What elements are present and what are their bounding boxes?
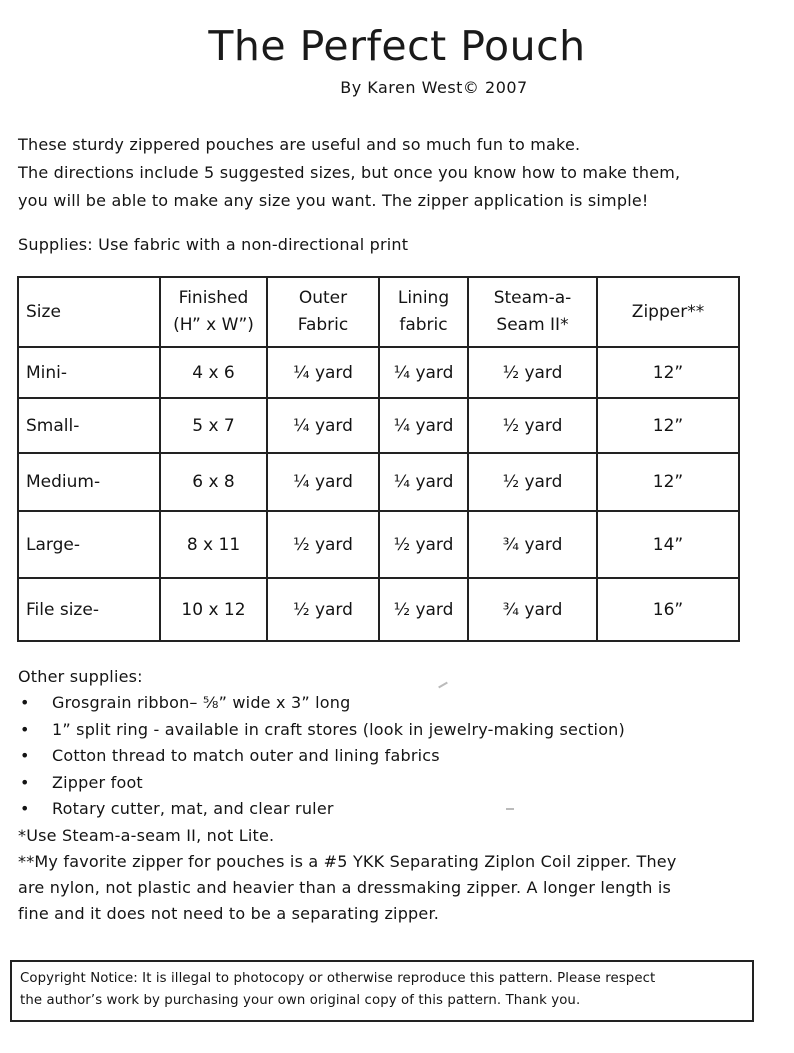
cell-finished: 4 x 6 xyxy=(160,347,267,398)
copyright-line: Copyright Notice: It is illegal to photocopy or otherwise reproduce this pattern. Please respect xyxy=(20,971,656,986)
cell-size: Medium- xyxy=(18,453,160,511)
copyright-line: the author’s work by purchasing your own original copy of this pattern. Thank you. xyxy=(20,993,581,1008)
table-row xyxy=(18,398,739,453)
sizes-table xyxy=(17,276,740,642)
list-item: • Zipper foot xyxy=(18,770,788,797)
cell-outer: ½ yard xyxy=(267,578,379,641)
cell-size: File size- xyxy=(18,578,160,641)
table-row xyxy=(18,511,739,578)
cell-finished: 8 x 11 xyxy=(160,511,267,578)
header-size: Size xyxy=(18,277,160,347)
bullet-icon: • xyxy=(20,719,30,739)
header-steam-a-seam: Steam-a- Seam II* xyxy=(468,277,597,347)
footnote-line: are nylon, not plastic and heavier than a dressmaking zipper. A longer length is xyxy=(18,877,672,897)
bullet-icon: • xyxy=(20,772,30,792)
cell-lining: ½ yard xyxy=(379,578,468,641)
intro-paragraph xyxy=(18,131,788,215)
cell-lining: ¼ yard xyxy=(379,453,468,511)
cell-outer: ¼ yard xyxy=(267,398,379,453)
page-title: The Perfect Pouch xyxy=(208,22,586,70)
list-item: • Cotton thread to match outer and lining fabrics xyxy=(18,743,788,770)
list-item: • Grosgrain ribbon– ⅝” wide x 3” long xyxy=(18,690,788,717)
cell-zipper: 14” xyxy=(597,511,739,578)
intro-line: These sturdy zippered pouches are useful and so much fun to make. xyxy=(18,135,581,154)
table-header-row xyxy=(18,277,739,347)
table-row xyxy=(18,347,739,398)
cell-steam: ¾ yard xyxy=(468,511,597,578)
cell-lining: ½ yard xyxy=(379,511,468,578)
cell-steam: ½ yard xyxy=(468,398,597,453)
cell-steam: ¾ yard xyxy=(468,578,597,641)
list-item: • Rotary cutter, mat, and clear ruler xyxy=(18,796,788,823)
header-lining-fabric: Lining fabric xyxy=(379,277,468,347)
header-finished: Finished (H” x W”) xyxy=(160,277,267,347)
footnote-line: *Use Steam-a-seam II, not Lite. xyxy=(18,825,275,845)
intro-line: The directions include 5 suggested sizes, but once you know how to make them, xyxy=(18,163,681,182)
cell-lining: ¼ yard xyxy=(379,347,468,398)
footnote-line: **My favorite zipper for pouches is a #5 YKK Separating Ziplon Coil zipper. They xyxy=(18,851,677,871)
cell-outer: ¼ yard xyxy=(267,453,379,511)
list-item: • 1” split ring - available in craft stores (look in jewelry-making section) xyxy=(18,717,788,744)
other-supplies-list xyxy=(18,690,788,823)
copyright-notice-box xyxy=(10,960,754,1022)
cell-outer: ¼ yard xyxy=(267,347,379,398)
author-byline: By Karen West© 2007 xyxy=(340,78,528,97)
cell-finished: 5 x 7 xyxy=(160,398,267,453)
cell-finished: 10 x 12 xyxy=(160,578,267,641)
bullet-icon: • xyxy=(20,746,30,765)
cell-zipper: 16” xyxy=(597,578,739,641)
cell-steam: ½ yard xyxy=(468,347,597,398)
scan-speck xyxy=(506,808,514,810)
cell-lining: ¼ yard xyxy=(379,398,468,453)
cell-outer: ½ yard xyxy=(267,511,379,578)
header-zipper: Zipper** xyxy=(597,277,739,347)
cell-size: Large- xyxy=(18,511,160,578)
cell-zipper: 12” xyxy=(597,453,739,511)
bullet-icon: • xyxy=(20,693,30,712)
cell-zipper: 12” xyxy=(597,398,739,453)
footnote-line: fine and it does not need to be a separating zipper. xyxy=(18,903,440,923)
cell-steam: ½ yard xyxy=(468,453,597,511)
other-supplies-section xyxy=(18,664,788,927)
cell-finished: 6 x 8 xyxy=(160,453,267,511)
table-row xyxy=(18,578,739,641)
cell-zipper: 12” xyxy=(597,347,739,398)
header-outer-fabric: Outer Fabric xyxy=(267,277,379,347)
other-supplies-heading: Other supplies: xyxy=(18,667,143,686)
bullet-icon: • xyxy=(20,799,30,818)
intro-line: you will be able to make any size you want. The zipper application is simple! xyxy=(18,191,649,210)
footnotes xyxy=(18,823,788,927)
cell-size: Small- xyxy=(18,398,160,453)
cell-size: Mini- xyxy=(18,347,160,398)
supplies-heading: Supplies: Use fabric with a non-directional print xyxy=(18,235,409,254)
table-row xyxy=(18,453,739,511)
